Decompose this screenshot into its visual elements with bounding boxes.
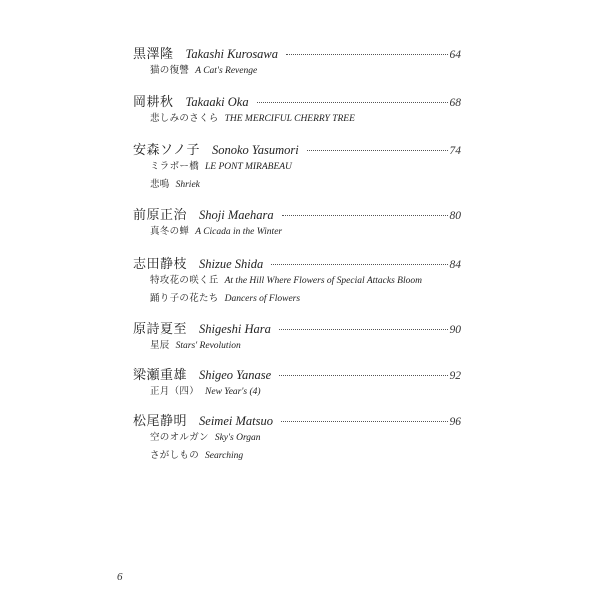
author-name-jp: 黒澤隆 xyxy=(133,47,174,62)
author-line xyxy=(133,207,461,223)
page-number[interactable]: 96 xyxy=(449,416,461,428)
work-title-jp: 正月（四） xyxy=(150,386,200,397)
work-title xyxy=(150,383,461,401)
page-number[interactable]: 68 xyxy=(449,97,461,109)
dot-leader xyxy=(282,214,448,216)
author-name-en: Takashi Kurosawa xyxy=(185,47,279,61)
table-of-contents xyxy=(133,46,461,465)
work-title xyxy=(150,447,461,465)
work-title xyxy=(150,158,461,176)
author-name-jp: 岡耕秋 xyxy=(133,95,174,110)
work-title-en: At the Hill Where Flowers of Special Attacks Bloom xyxy=(224,276,422,286)
author-name-en: Shoji Maehara xyxy=(199,208,274,222)
author-line xyxy=(133,46,461,62)
work-title-en: LE PONT MIRABEAU xyxy=(205,162,292,172)
work-title-en: Stars' Revolution xyxy=(175,341,241,351)
work-title-en: New Year's (4) xyxy=(205,387,261,397)
author-line xyxy=(133,321,461,337)
work-title xyxy=(150,176,461,194)
work-title-en: A Cat's Revenge xyxy=(195,66,258,76)
author-line xyxy=(133,367,461,383)
author-name-jp: 志田静枝 xyxy=(133,257,188,272)
work-title-en: Dancers of Flowers xyxy=(224,294,301,304)
author-line xyxy=(133,142,461,158)
work-title-jp: 悲しみのさくら xyxy=(150,113,219,124)
author-name-en: Seimei Matsuo xyxy=(199,414,273,428)
work-title-en: A Cicada in the Winter xyxy=(195,227,283,237)
dot-leader xyxy=(257,101,448,103)
toc-entry xyxy=(133,321,461,355)
work-title xyxy=(150,223,461,241)
author-line xyxy=(133,94,461,110)
toc-entry xyxy=(133,46,461,80)
dot-leader xyxy=(281,420,448,422)
toc-entry xyxy=(133,256,461,308)
author-name-jp: 梁瀬重雄 xyxy=(133,368,188,383)
work-title xyxy=(150,62,461,80)
work-title-jp: 空のオルガン xyxy=(150,432,209,443)
page-number[interactable]: 84 xyxy=(449,259,461,271)
author-name-en: Sonoko Yasumori xyxy=(211,143,299,157)
toc-entry xyxy=(133,207,461,241)
page-number[interactable]: 74 xyxy=(449,145,461,157)
dot-leader xyxy=(286,53,447,55)
page-number[interactable]: 64 xyxy=(449,49,461,61)
work-title-jp: 悲鳴 xyxy=(150,179,170,190)
work-title xyxy=(150,429,461,447)
work-title-en: Sky's Organ xyxy=(214,433,261,443)
author-name-en: Shigeshi Hara xyxy=(199,322,271,336)
dot-leader xyxy=(307,149,448,151)
page-number[interactable]: 80 xyxy=(449,210,461,222)
author-line xyxy=(133,413,461,429)
work-title-jp: さがしもの xyxy=(150,450,200,461)
author-name-jp: 松尾静明 xyxy=(133,414,188,429)
author-name-jp: 前原正治 xyxy=(133,208,188,223)
work-title-en: Shriek xyxy=(175,180,200,190)
work-title-jp: 真冬の蝉 xyxy=(150,226,190,237)
author-name-jp: 安森ソノ子 xyxy=(133,143,200,158)
dot-leader xyxy=(271,263,447,265)
toc-entry xyxy=(133,367,461,401)
author-name-en: Takaaki Oka xyxy=(185,95,249,109)
dot-leader xyxy=(279,328,448,330)
work-title-jp: 星辰 xyxy=(150,340,170,351)
work-title xyxy=(150,272,461,290)
page-number[interactable]: 90 xyxy=(449,324,461,336)
page-number[interactable]: 92 xyxy=(449,370,461,382)
toc-entry xyxy=(133,413,461,465)
footer-page-number: 6 xyxy=(117,571,123,583)
work-title-jp: 踊り子の花たち xyxy=(150,293,219,304)
work-title-en: THE MERCIFUL CHERRY TREE xyxy=(224,114,355,124)
toc-entry xyxy=(133,94,461,128)
work-title-en: Searching xyxy=(205,451,244,461)
author-name-en: Shizue Shida xyxy=(199,257,264,271)
work-title-jp: 猫の復讐 xyxy=(150,65,190,76)
author-name-en: Shigeo Yanase xyxy=(199,368,272,382)
work-title xyxy=(150,337,461,355)
author-name-jp: 原詩夏至 xyxy=(133,322,188,337)
dot-leader xyxy=(279,374,447,376)
work-title xyxy=(150,110,461,128)
work-title xyxy=(150,290,461,308)
work-title-jp: ミラボー橋 xyxy=(150,161,200,172)
work-title-jp: 特攻花の咲く丘 xyxy=(150,275,219,286)
author-line xyxy=(133,256,461,272)
toc-entry xyxy=(133,142,461,194)
